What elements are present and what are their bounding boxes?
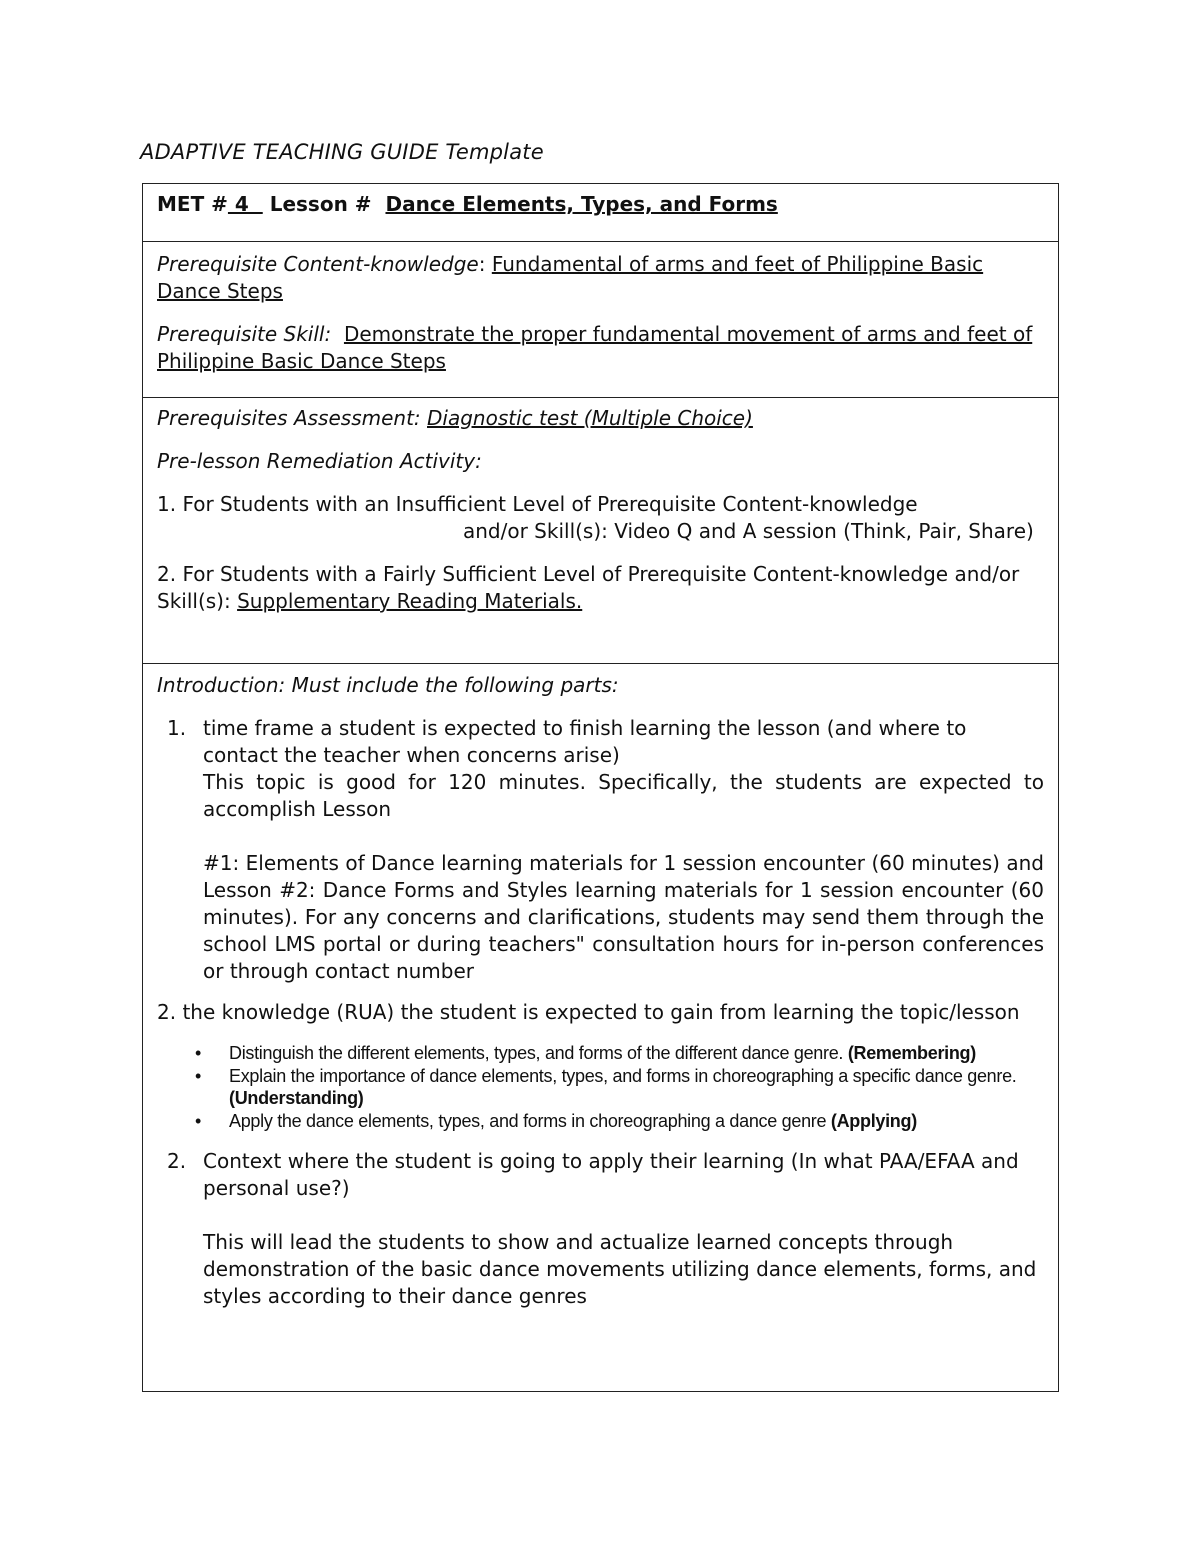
met-value: 4 xyxy=(227,192,263,216)
lesson-header-row xyxy=(143,184,1058,242)
objective-item: • Explain the importance of dance elements, types, and forms in choreographing a specific dance genre. (Understanding) xyxy=(157,1065,1044,1110)
list-item xyxy=(157,715,1044,985)
remediation-item-2-value: Supplementary Reading Materials. xyxy=(237,589,583,613)
item-number: 1. xyxy=(167,716,187,740)
objectives-list xyxy=(157,1042,1044,1132)
item-number: 2. xyxy=(167,1149,187,1173)
item3-body: This will lead the students to show and actualize learned concepts through demonstration of the basic dance movements utilizing dance elements, forms, and styles according to their dance genres xyxy=(203,1230,1037,1308)
item2-text: 2. the knowledge (RUA) the student is expected to gain from learning the topic/lesson xyxy=(157,1000,1020,1024)
item3-title: Context where the student is going to apply their learning (In what PAA/EFAA and personal use?) xyxy=(203,1149,1019,1200)
list-item xyxy=(157,1148,1044,1310)
lesson-title: Dance Elements, Types, and Forms xyxy=(385,192,778,216)
prereq-skill-label: Prerequisite Skill: xyxy=(157,322,332,346)
introduction-row xyxy=(143,664,1058,1391)
remediation-label: Pre-lesson Remediation Activity: xyxy=(157,449,482,473)
assessment-value: Diagnostic test (Multiple Choice) xyxy=(427,406,753,430)
page-title: ADAPTIVE TEACHING GUIDE Template xyxy=(140,140,544,164)
prereq-skill xyxy=(157,321,1044,375)
objective-item: • Apply the dance elements, types, and forms in choreographing a dance genre (Applying) xyxy=(157,1110,1044,1133)
lesson-label: Lesson # xyxy=(269,192,372,216)
remediation-item-2 xyxy=(157,561,1044,615)
item1-title: time frame a student is expected to finish learning the lesson (and where to contact the teacher when concerns arise) xyxy=(203,716,967,767)
prereq-content: Prerequisite Content-knowledge: Fundamental of arms and feet of Philippine Basic Dance Steps xyxy=(157,252,984,303)
assessment-line xyxy=(157,405,1044,432)
objective-item: • Distinguish the different elements, types, and forms of the different dance genre. (Remembering) xyxy=(157,1042,1044,1065)
intro-list-1 xyxy=(157,715,1044,985)
item1-body-a: This topic is good for 120 minutes. Specifically, the students are expected to accomplish Lesson xyxy=(203,770,1044,821)
prereq-content-value: Fundamental of arms and feet of Philippine Basic Dance Steps xyxy=(157,252,984,303)
remediation-item-1-lead: 1. For Students with an Insufficient Level of Prerequisite Content-knowledge xyxy=(157,492,918,516)
prerequisites-row xyxy=(143,242,1058,398)
remediation-item-1-rest: and/or Skill(s): Video Q and A session (Think, Pair, Share) xyxy=(463,519,1034,543)
intro-list-2 xyxy=(157,1148,1044,1310)
item1-body-b: #1: Elements of Dance learning materials for 1 session encounter (60 minutes) and Lesson #2: Dance Forms and Styles learning materials for 1 session encounter (60 minutes). For any concerns and clarifications, students may send them through the school LMS portal or during teachers" consultation hours for in-person conferences or through contact number xyxy=(203,851,1044,983)
guide-table xyxy=(142,183,1059,1392)
prereq-content-label: Prerequisite Content-knowledge xyxy=(157,252,479,276)
assessment-label: Prerequisites Assessment: xyxy=(157,406,421,430)
assessment-row xyxy=(143,398,1058,664)
prereq-skill-value: Demonstrate the proper fundamental movement of arms and feet of Philippine Basic Dance Steps xyxy=(157,322,1033,373)
introduction-label: Introduction: Must include the following parts: xyxy=(157,673,619,697)
remediation-item-2-lead: 2. For Students with a Fairly Sufficient Level of Prerequisite Content-knowledge and/or Skill(s): xyxy=(157,562,1020,613)
met-label: MET # xyxy=(157,192,228,216)
